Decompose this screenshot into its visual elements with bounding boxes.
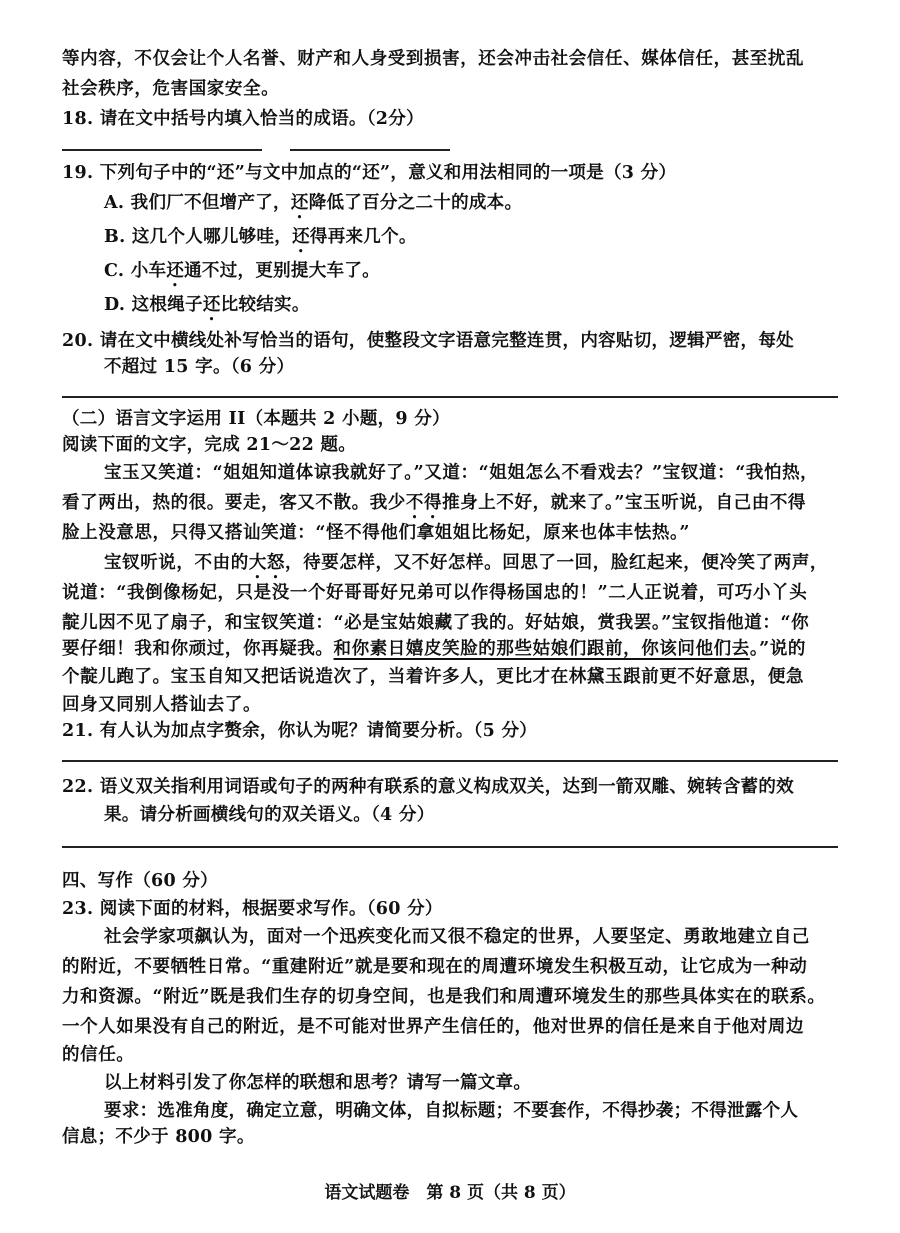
answer-line (62, 396, 838, 398)
passage-line: 说道：“我倒像杨妃，只是没一个好哥哥好兄弟可以作得杨国忠的！”二人正说着，可巧小丫头 (62, 583, 808, 603)
question-23: 23. 阅读下面的材料，根据要求写作。（60 分） (62, 899, 443, 919)
question-18: 18. 请在文中括号内填入恰当的成语。（2分） (62, 109, 424, 129)
section-heading: （二）语言文字运用 II（本题共 2 小题，9 分） (62, 409, 450, 429)
passage-line: 脸上没意思，只得又搭讪笑道：“怪不得他们拿姐姐比杨妃，原来也体丰怯热。” (62, 523, 690, 543)
requirement-line: 要求：选准角度，确定立意，明确文体，自拟标题；不要套作，不得抄袭；不得泄露个人 (104, 1101, 799, 1121)
option-a: A. 我们厂不但增产了，还降低了百分之二十的成本。 (104, 193, 523, 213)
section-heading: 四、写作（60 分） (62, 871, 218, 891)
passage-line: 看了两出，热的很。要走，客又不散。我少不得推身上不好，就来了。”宝玉听说，自己由不得 (62, 493, 807, 513)
instruction: 阅读下面的文字，完成 21～22 题。 (62, 435, 357, 455)
passage-line: 社会秩序，危害国家安全。 (62, 79, 280, 99)
passage-line: 靛儿因不见了扇子，和宝钗笑道：“必是宝姑娘藏了我的。好姑娘，赏我罢。”宝钗指他道：“你 (62, 613, 810, 633)
question-20: 20. 请在文中横线处补写恰当的语句，使整段文字语意完整连贯，内容贴切，逻辑严密，每处 (62, 331, 794, 351)
question-19: 19. 下列句子中的“还”与文中加点的“还”，意义和用法相同的一项是（3 分） (62, 163, 677, 183)
question-22-cont: 果。请分析画横线句的双关语义。（4 分） (104, 805, 435, 825)
material-line: 的信任。 (62, 1045, 135, 1065)
option-c: C. 小车还通不过，更别提大车了。 (104, 261, 380, 281)
passage-line: 宝玉又笑道：“姐姐知道体谅我就好了。”又道：“姐姐怎么不看戏去？”宝钗道：“我怕热， (104, 463, 819, 483)
passage-line: 宝钗听说，不由的大怒，待要怎样，又不好怎样。回思了一回，脸红起来，便冷笑了两声， (104, 553, 829, 573)
passage-line: 要仔细！我和你顽过，你再疑我。和你素日嬉皮笑脸的那些姑娘们跟前，你该问他们去。”说的 (62, 639, 807, 659)
option-b: B. 这几个人哪儿够哇，还得再来几个。 (104, 227, 417, 247)
question-22: 22. 语义双关指利用词语或句子的两种有联系的意义构成双关，达到一箭双雕、婉转含蓄的效 (62, 777, 794, 797)
option-d: D. 这根绳子还比较结实。 (104, 295, 310, 315)
answer-line (62, 149, 262, 151)
answer-line (290, 149, 450, 151)
material-line: 一个人如果没有自己的附近，是不可能对世界产生信任的，他对世界的信任是来自于他对周边 (62, 1017, 805, 1037)
page-footer: 语文试题卷 第 8 页（共 8 页） (324, 1183, 576, 1203)
requirement-line: 信息；不少于 800 字。 (62, 1127, 255, 1147)
passage-line: 个靛儿跑了。宝玉自知又把话说造次了，当着许多人，更比才在林黛玉跟前更不好意思，便急 (62, 667, 805, 687)
answer-line (62, 760, 838, 762)
material-line: 力和资源。“附近”既是我们生存的切身空间，也是我们和周遭环境发生的那些具体实在的联系。 (62, 987, 826, 1007)
material-line: 的附近，不要牺牲日常。“重建附近”就是要和现在的周遭环境发生积极互动，让它成为一种动 (62, 957, 808, 977)
underlined-sentence: 和你素日嬉皮笑脸的那些姑娘们跟前，你该问他们去 (333, 639, 750, 659)
question-21: 21. 有人认为加点字赘余，你认为呢？请简要分析。（5 分） (62, 721, 538, 741)
material-line: 社会学家项飙认为，面对一个迅疾变化而又很不稳定的世界，人要坚定、勇敢地建立自己 (104, 927, 810, 947)
prompt-line: 以上材料引发了你怎样的联想和思考？请写一篇文章。 (104, 1073, 532, 1093)
passage-line: 等内容，不仅会让个人名誉、财产和人身受到损害，还会冲击社会信任、媒体信任，甚至扰乱 (62, 49, 805, 69)
passage-line: 回身又同别人搭讪去了。 (62, 695, 262, 715)
question-20-cont: 不超过 15 字。（6 分） (104, 357, 295, 377)
answer-line (62, 846, 838, 848)
